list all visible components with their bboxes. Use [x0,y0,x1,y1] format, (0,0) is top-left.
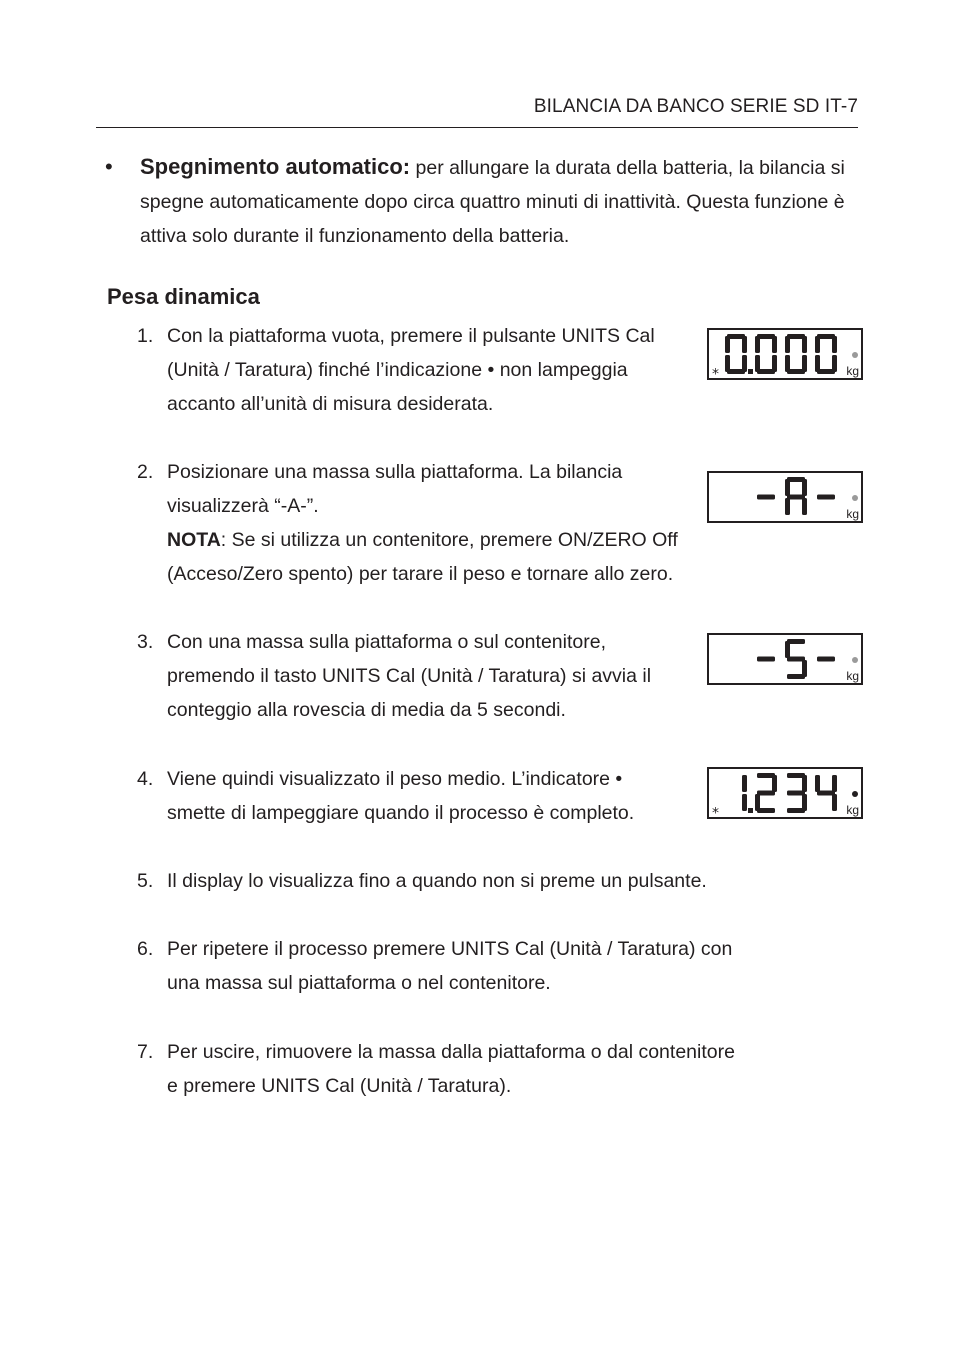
lcd-segment [772,775,777,792]
step-number: 2. [137,461,154,483]
step-text: Per ripetere il processo premere UNITS Cal (Unità / Taratura) con una massa sul piattaforma o nel contenitore. [167,938,733,994]
lcd-segment [757,495,775,500]
lcd-segment [815,355,820,372]
lcd-segment [787,808,805,813]
step-text: Il display lo visualizza fino a quando non si preme un pulsante. [167,870,707,892]
step-6 [137,932,732,1000]
section-heading: Pesa dinamica [107,284,260,309]
note-label: NOTA [167,529,221,551]
step-1 [137,319,655,421]
lcd-unit: kg [846,364,859,378]
step-number: 7. [137,1041,154,1063]
lcd-segment [755,355,760,372]
step-text: Per uscire, rimuovere la massa dalla piattaforma o dal contenitore e premere UNITS Cal (Unità / Taratura). [167,1041,735,1097]
lcd-segment [725,336,730,353]
lcd-segment [725,355,730,372]
lcd-segment [832,336,837,353]
lcd-unit: kg [846,803,859,817]
unit-indicator-dot-icon [852,657,858,663]
lcd-segment [802,498,807,515]
lcd-unit: kg [846,507,859,521]
stable-indicator-icon: ⁎ [712,361,719,377]
lcd-display-zero [707,328,863,380]
page-header: BILANCIA DA BANCO SERIE SD IT-7 [533,96,858,117]
lcd-segment [832,794,837,811]
lcd-segment [785,498,790,515]
lcd-segment [785,479,790,496]
lcd-segment [742,336,747,353]
stable-indicator-icon: ⁎ [712,800,719,816]
auto-off-paragraph [105,150,845,253]
step-text: Con la piattaforma vuota, premere il pulsante UNITS Cal (Unità / Taratura) finché l’indicazione • non lampeggia accanto all’unità di misura desiderata. [167,325,655,415]
lcd-segment [787,495,805,500]
unit-indicator-dot-icon [852,495,858,501]
lcd-segment [757,808,775,813]
lcd-segment [802,336,807,353]
bullet-icon: • [105,154,113,179]
step-3 [137,625,651,727]
step-text: Viene quindi visualizzato il peso medio. L’indicatore • smette di lampeggiare quando il processo è completo. [167,768,635,824]
lcd-segments [709,769,861,817]
lcd-segment [815,336,820,353]
lcd-segment [785,355,790,372]
lcd-segment [742,794,747,811]
lcd-unit: kg [846,669,859,683]
lcd-decimal-point [748,808,753,813]
lcd-display-average [707,471,863,523]
step-4 [137,762,634,830]
lcd-segment [817,657,835,662]
lcd-segments [709,330,861,378]
lcd-segments [709,473,861,521]
auto-off-text: per allungare la durata della batteria, la bilancia si spegne automaticamente dopo circa quattro minuti di inattività. Questa funzione è attiva solo durante il funzionamento della batteria. [140,157,845,247]
lcd-display-result [707,767,863,819]
lcd-segment [742,775,747,792]
lcd-segment [755,336,760,353]
header-divider [96,127,858,128]
lcd-segment [785,336,790,353]
auto-off-title: Spegnimento automatico: [140,154,411,179]
step-7 [137,1035,735,1103]
step-2 [137,455,678,591]
step-text: Con una massa sulla piattaforma o sul contenitore, premendo il tasto UNITS Cal (Unità / Taratura) si avvia il conteggio alla rovescia di media da 5 secondi. [167,631,652,721]
lcd-segment [815,775,820,792]
step-number: 4. [137,768,154,790]
unit-indicator-dot-icon [852,791,858,797]
step-5 [137,864,707,898]
lcd-segments [709,635,861,683]
lcd-segment [785,641,790,658]
lcd-segment [832,775,837,792]
step-number: 6. [137,938,154,960]
lcd-segment [817,495,835,500]
step-text: Posizionare una massa sulla piattaforma. La bilancia visualizzerà “-A-”. [167,461,623,517]
lcd-segment [802,479,807,496]
lcd-display-countdown [707,633,863,685]
lcd-decimal-point [748,369,753,374]
lcd-segment [757,657,775,662]
unit-indicator-dot-icon [852,352,858,358]
lcd-segment [802,775,807,792]
step-number: 3. [137,631,154,653]
lcd-segment [772,336,777,353]
step-number: 5. [137,870,154,892]
note-text: : Se si utilizza un contenitore, premere ON/ZERO Off (Acceso/Zero spento) per tarare il peso e tornare allo zero. [167,529,678,585]
step-number: 1. [137,325,154,347]
lcd-segment [787,674,805,679]
